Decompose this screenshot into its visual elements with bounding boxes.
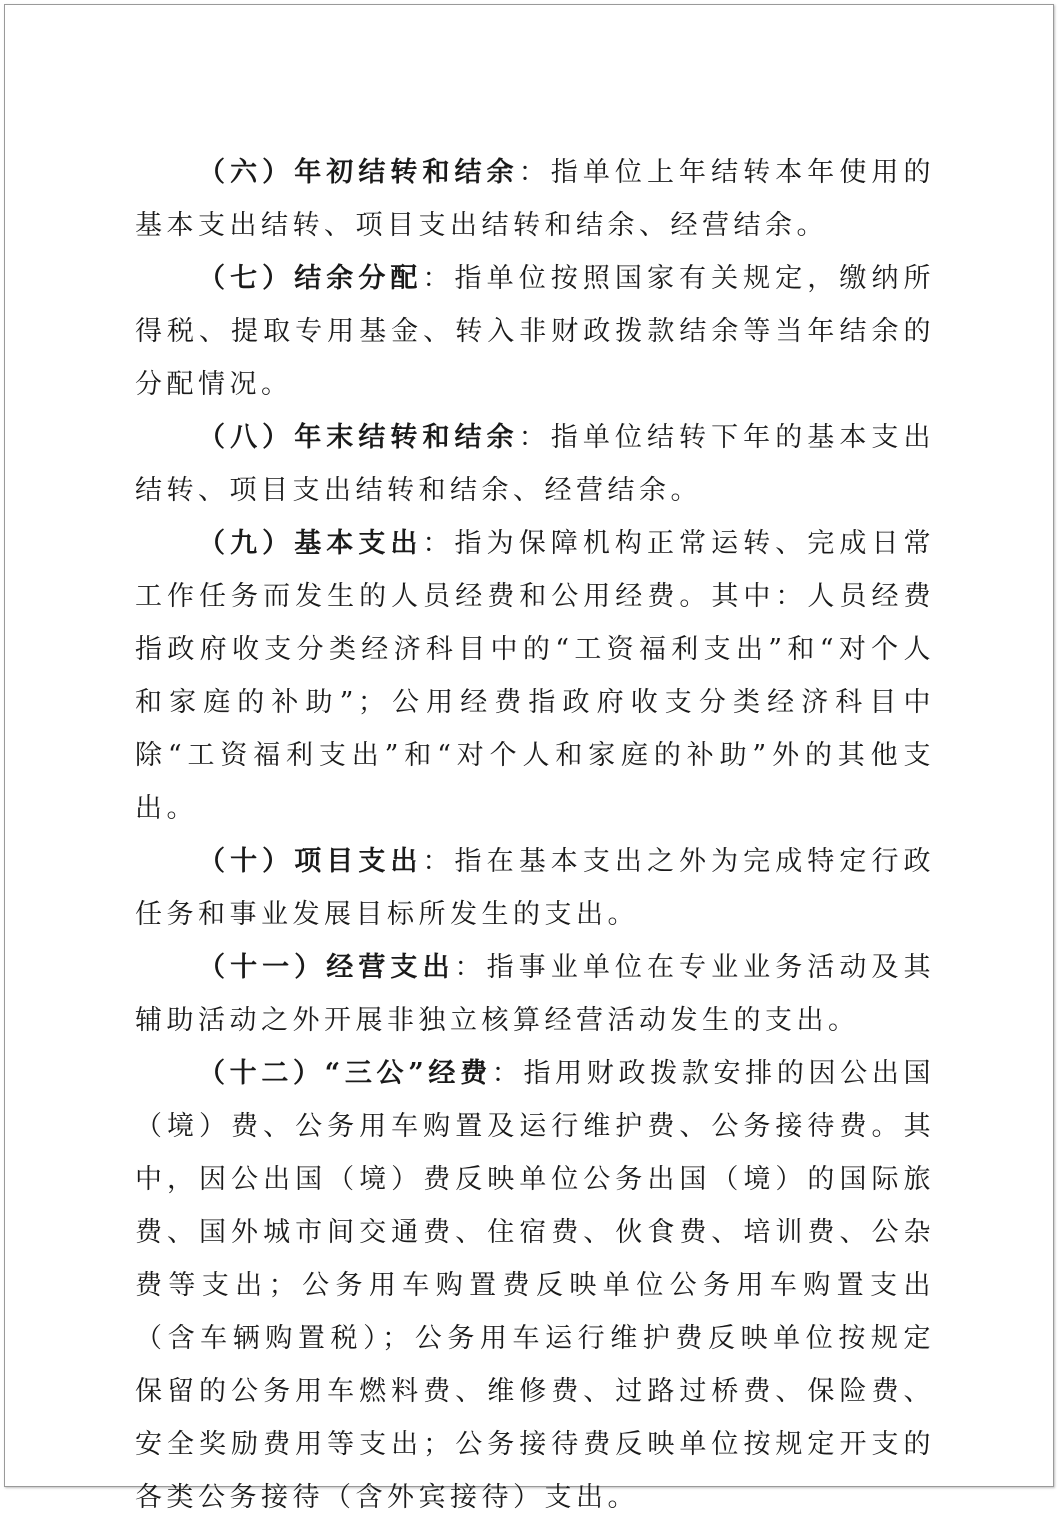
document-page [4,4,1054,1513]
paragraph-heading: （七）结余分配 [198,263,423,294]
paragraph-text: ：指单位上年结转本年使用的基本支出结转、项目支出结转和结余、经营结余。 [135,157,936,241]
paragraph-11 [135,941,935,1047]
paragraph-9 [135,517,935,835]
paragraph-heading: （九）基本支出 [198,528,423,559]
paragraph-12 [135,1047,935,1524]
paragraph-7 [135,252,935,411]
paragraph-heading: （十一）经营支出 [198,952,455,983]
paragraph-10 [135,835,935,941]
paragraph-heading: （六）年初结转和结余 [198,157,519,188]
paragraph-text: ：指为保障机构正常运转、完成日常工作任务而发生的人员经费和公用经费。其中：人员经费指政府收支分类经济科目中的“工资福利支出”和“对个人和家庭的补助”；公用经费指政府收支分类经济科目中除“工资福利支出”和“对个人和家庭的补助”外的其他支出。 [135,528,936,824]
paragraph-text: ：指事业单位在专业业务活动及其辅助活动之外开展非独立核算经营活动发生的支出。 [135,952,936,1036]
document-body [135,146,935,1524]
paragraph-heading: （十二）“三公”经费 [198,1058,492,1089]
paragraph-heading: （八）年末结转和结余 [198,422,519,453]
paragraph-text: ：指在基本支出之外为完成特定行政任务和事业发展目标所发生的支出。 [135,846,936,930]
paragraph-heading: （十）项目支出 [198,846,423,877]
paragraph-8 [135,411,935,517]
paragraph-text: ：指用财政拨款安排的因公出国（境）费、公务用车购置及运行维护费、公务接待费。其中，因公出国（境）费反映单位公务出国（境）的国际旅费、国外城市间交通费、住宿费、伙食费、培训费、公杂费等支出；公务用车购置费反映单位公务用车购置支出（含车辆购置税）；公务用车运行维护费反映单位按规定保留的公务用车燃料费、维修费、过路过桥费、保险费、安全奖励费用等支出；公务接待费反映单位按规定开支的各类公务接待（含外宾接待）支出。 [135,1058,936,1513]
paragraph-6 [135,146,935,252]
paragraph-text: ：指单位按照国家有关规定，缴纳所得税、提取专用基金、转入非财政拨款结余等当年结余的分配情况。 [135,263,936,400]
paragraph-text: ：指单位结转下年的基本支出结转、项目支出结转和结余、经营结余。 [135,422,936,506]
